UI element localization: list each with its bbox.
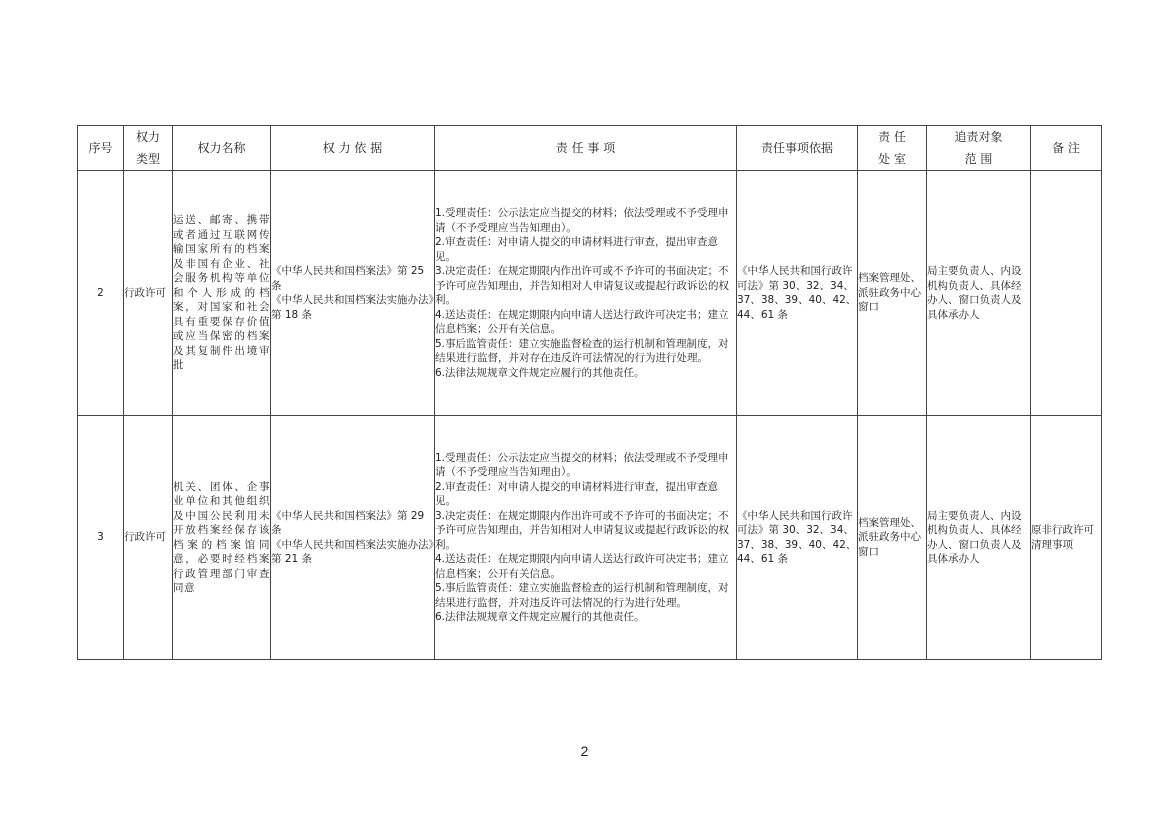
basis-line: 《中华人民共和国档案法》第 25 条 bbox=[271, 265, 425, 292]
header-type: 权力 类型 bbox=[124, 126, 173, 171]
cell-duties bbox=[435, 416, 737, 660]
cell-duty-basis: 《中华人民共和国行政许可法》第 30、32、34、37、38、39、40、42、44、61 条 bbox=[737, 171, 858, 416]
duty-item: 6.法律法规规章文件规定应履行的其他责任。 bbox=[435, 611, 645, 623]
basis-line: 《中华人民共和国档案法实施办法》第 18 条 bbox=[271, 294, 434, 321]
header-seq: 序号 bbox=[78, 126, 124, 171]
header-note: 备 注 bbox=[1031, 126, 1102, 171]
table-row bbox=[78, 416, 1102, 660]
cell-duty-basis: 《中华人民共和国行政许可法》第 30、32、34、37、38、39、40、42、44、61 条 bbox=[737, 416, 858, 660]
header-name: 权力名称 bbox=[173, 126, 271, 171]
cell-power-basis bbox=[271, 416, 435, 660]
table-row bbox=[78, 171, 1102, 416]
duty-item: 3.决定责任：在规定期限内作出许可或不予许可的书面决定；不予许可应告知理由，并告知相对人申请复议或提起行政诉讼的权利。 bbox=[435, 509, 729, 551]
cell-note: 原非行政许可清理事项 bbox=[1031, 416, 1102, 660]
duty-item: 2.审查责任：对申请人提交的申请材料进行审查，提出审查意见。 bbox=[435, 480, 719, 507]
cell-type: 行政许可 bbox=[124, 416, 173, 660]
basis-line: 《中华人民共和国档案法》第 29 条 bbox=[271, 509, 425, 536]
page-number: 2 bbox=[580, 743, 589, 759]
cell-office: 档案管理处、派驻政务中心窗口 bbox=[858, 416, 927, 660]
cell-note bbox=[1031, 171, 1102, 416]
cell-seq: 2 bbox=[78, 171, 124, 416]
cell-power-basis bbox=[271, 171, 435, 416]
duty-item: 1.受理责任：公示法定应当提交的材料；依法受理或不予受理申请（不予受理应当告知理由）。 bbox=[435, 207, 729, 234]
header-target: 追责对象 范 围 bbox=[927, 126, 1031, 171]
cell-power-name: 运送、邮寄、携带或者通过互联网传输国家所有的档案及非国有企业、社会服务机构等单位和个人形成的档案，对国家和社会具有重要保存价值或应当保密的档案及其复制件出境审批 bbox=[173, 171, 271, 416]
duty-item: 5.事后监管责任：建立实施监督检查的运行机制和管理制度，对结果进行监督，并对存在违反许可法情况的行为进行处理。 bbox=[435, 337, 729, 364]
cell-type: 行政许可 bbox=[124, 171, 173, 416]
cell-seq: 3 bbox=[78, 416, 124, 660]
cell-office: 档案管理处、派驻政务中心窗口 bbox=[858, 171, 927, 416]
basis-line: 《中华人民共和国档案法实施办法》第 21 条 bbox=[271, 538, 434, 565]
duty-item: 3.决定责任：在规定期限内作出许可或不予许可的书面决定；不予许可应告知理由，并告知相对人申请复议或提起行政诉讼的权利。 bbox=[435, 265, 729, 306]
cell-duties bbox=[435, 171, 737, 416]
duty-item: 6.法律法规规章文件规定应履行的其他责任。 bbox=[435, 366, 645, 379]
header-duty: 责 任 事 项 bbox=[435, 126, 737, 171]
duty-item: 4.送达责任：在规定期限内向申请人送达行政许可决定书；建立信息档案；公开有关信息。 bbox=[435, 308, 729, 335]
header-row bbox=[78, 126, 1102, 171]
duty-item: 4.送达责任：在规定期限内向申请人送达行政许可决定书；建立信息档案；公开有关信息。 bbox=[435, 553, 729, 580]
duty-item: 1.受理责任：公示法定应当提交的材料；依法受理或不予受理申请（不予受理应当告知理由）。 bbox=[435, 451, 729, 478]
cell-power-name: 机关、团体、企事业单位和其他组织及中国公民利用未开放档案经保存该档案的档案馆同意，必要时经档案行政管理部门审查同意 bbox=[173, 416, 271, 660]
header-office: 责 任 处 室 bbox=[858, 126, 927, 171]
cell-target: 局主要负责人、内设机构负责人、具体经办人、窗口负责人及具体承办人 bbox=[927, 171, 1031, 416]
power-responsibility-table bbox=[77, 125, 1102, 660]
cell-target: 局主要负责人、内设机构负责人、具体经办人、窗口负责人及具体承办人 bbox=[927, 416, 1031, 660]
duty-item: 2.审查责任：对申请人提交的申请材料进行审查，提出审查意见。 bbox=[435, 236, 719, 263]
header-basis: 权 力 依 据 bbox=[271, 126, 435, 171]
header-duty-basis: 责任事项依据 bbox=[737, 126, 858, 171]
duty-item: 5.事后监管责任：建立实施监督检查的运行机制和管理制度，对结果进行监督，并对违反许可法情况的行为进行处理。 bbox=[435, 582, 729, 609]
